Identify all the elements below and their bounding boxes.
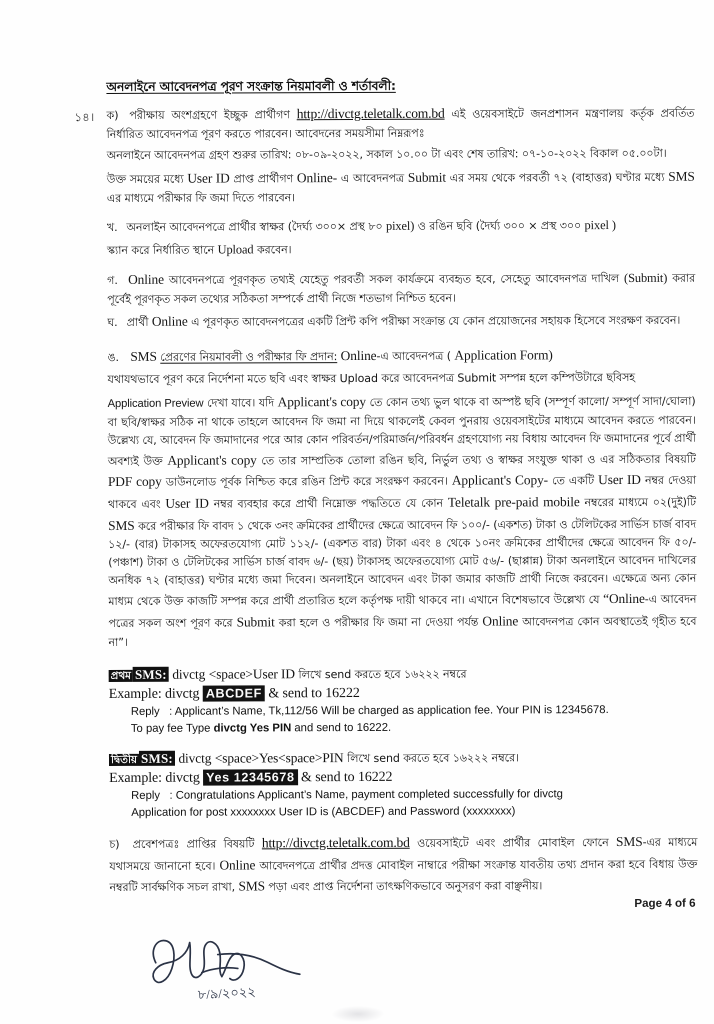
sms-first-example-highlight: ABCDEF	[203, 685, 265, 701]
paragraph-cha	[109, 830, 697, 898]
uo-body-6b: -এ আবেদন পত্রের সকল অংশ পূরণ করে	[108, 592, 697, 630]
sms-second-order-label: দ্বিতীয়	[110, 753, 138, 766]
uo-body-4d: নম্বর দেওয়া থাকবে এবং	[107, 473, 696, 511]
paragraph-ka-text-1: পরীক্ষায় অংশগ্রহণে ইচ্ছুক প্রার্থীগণ	[129, 108, 290, 122]
sms-second-command: divctg	[178, 750, 212, 766]
sms-first-example	[109, 682, 697, 704]
sms-first-example-tail: & send to 16222	[268, 685, 360, 702]
ga-online: Online	[128, 271, 164, 287]
cha-online: Online	[219, 857, 256, 873]
uo-body-3b: তে তার সাম্প্রতিক তোলা রঙিন ছবি, নির্ভুল তথ্য ও স্বাক্ষর সংযুক্ত থাকা ও এর সঠিকতার বিষয়টি	[261, 452, 696, 467]
uo-sms: SMS	[130, 348, 157, 365]
uo-online: Online	[340, 348, 377, 364]
sms-first-pay-post: and send to 16222.	[291, 722, 392, 735]
paragraph-ka-submit	[107, 166, 695, 208]
ga-text-1: আবেদনপত্রে পূরণকৃত তথ্যই যেহেতু পরবর্তী সকল কার্যক্রমে ব্যবহৃত হবে, সেহেতু আবেদনপত্র দাখিল	[168, 271, 620, 287]
paragraph-ka	[106, 102, 694, 144]
ka-user-id-1: User ID	[187, 170, 230, 186]
page-title: অনলাইনে আবেদনপত্র পূরণ সংক্রান্ত নিয়মাবলী ও শর্তাবলী:	[106, 77, 396, 94]
uo-body-4f: নম্বর ব্যবহার করে প্রার্থী নিম্নোক্ত পদ্ধতিতে যে কোন	[213, 496, 444, 511]
uo-applicants-copy-3: Applicant's Copy-	[451, 472, 549, 488]
cha-text-5: পড়া এবং প্রাপ্ত নির্দেশনা তাৎক্ষণিকভাবে অনুসরণ করা বাঞ্ছনীয়।	[268, 879, 543, 894]
sms-second-reply-label: Reply	[131, 790, 161, 803]
sms-first-label: SMS:	[134, 666, 167, 682]
kha-pixel-2: pixel )	[584, 217, 616, 232]
paragraph-label-ga: গ.	[107, 273, 118, 287]
kha-text-2: ও রঙিন ছবি (দৈর্ঘ্য ৩০০ × প্রস্থ ৩০০	[417, 218, 582, 233]
paragraph-label-ka: ক)	[106, 108, 119, 122]
sms-second-example-highlight: Yes 12345678	[203, 769, 298, 785]
ga-submit: (Submit)	[623, 270, 668, 285]
sms-second-example-label: Example:	[109, 770, 162, 786]
uo-body-2d: তে কোন তথ্য ভুল থাকে বা অস্পষ্ট ছবি (সম্পূর্ণ কালো/ সম্পূর্ণ সাদা/ঘোলা) বা ছবি/স্বাক্ষর সঠিক না থাকে তাহলে আবেদন ফি জমা না দিয়ে থাকলেই কেবল পুনরায় ওয়েবসাইটের মাধ্যমে আবেদন করতে পারবেন। উল্লেখ্য যে, আবেদন ফি জমাদানের পরে আর কোন পরিবর্তন/পরিমার্জন/পরিবর্ধন গ্রহণযোগ্য নয় বিধায় আবেদন ফি জমাদানের পূর্বে প্রার্থী অবশ্যই উক্ত	[107, 394, 696, 468]
uo-body-3d: ডাউনলোড পূর্বক নিশ্চিত করে রঙিন প্রিন্ট করে সংরক্ষণ করবেন।	[165, 474, 448, 489]
ka-text-4a: উক্ত সময়ের মধ্যে	[106, 172, 184, 186]
ka-text-4i: এর মাধ্যমে পরীক্ষার ফি জমা দিতে পারবেন।	[106, 190, 296, 205]
paragraph-label-kha: খ.	[106, 220, 118, 234]
paragraph-ga	[107, 267, 695, 309]
sms-first-reply-line-1	[109, 702, 697, 721]
sms-first-tail: লিখে send করতে হবে ১৬২২২ নম্বরে	[298, 667, 467, 681]
uo-submit-2: Submit	[236, 614, 275, 630]
uo-body-6d: করা হলে ও পরীক্ষার ফি জমা না দেওয়া পর্যন্ত	[278, 615, 479, 630]
sms-first-reply-text: : Applicant’s Name, Tk,112/56 Will be charged as application fee. Your PIN is 12345678.	[169, 704, 609, 719]
sms-second-label: SMS:	[141, 750, 173, 766]
sms-first-pay-bold: divctg Yes PIN	[213, 722, 292, 736]
section-heading-sms	[107, 344, 695, 368]
uo-body-2b: দেখা যাবে। যদি	[207, 396, 275, 410]
gha-text-2: এ পূরণকৃত আবেদনপত্রের একটি প্রিন্ট কপি পরীক্ষা সংক্রান্ত যে কোন প্রয়োজনের সহায়ক হিসেবে সংরক্ষণ করবেন।	[191, 314, 681, 330]
sms-first-space-tokens: <space>User ID	[208, 665, 295, 682]
ka-text-4e: এ আবেদনপত্র	[340, 171, 405, 186]
uo-body-6f: আবেদনপত্র কোন অবস্থাতেই গৃহীত হবে না”।	[108, 614, 697, 649]
uo-pdf-copy: PDF copy	[107, 473, 162, 490]
kha-upload: Upload	[217, 242, 254, 257]
ka-submit: Submit	[407, 169, 446, 185]
signature-date: ৮/৯/২০২২	[197, 983, 257, 1003]
sms-first-instruction	[109, 662, 697, 684]
margin-page-number: ১৪।	[74, 112, 95, 125]
uo-heading-rest: প্রেরণের নিয়মাবলী ও পরীক্ষার ফি প্রদান:	[160, 350, 338, 364]
gha-online: Online	[151, 314, 188, 330]
sms-second-app-post: Application for post xxxxxxxx User ID is (ABCDEF) and Password (xxxxxxxx)	[131, 805, 516, 820]
sms-first-example-label: Example:	[108, 686, 162, 702]
sms-first-pay-pre: To pay fee Type	[130, 723, 214, 736]
uo-online-3: Online	[482, 613, 519, 629]
uo-body-5c: করে পরীক্ষার ফি বাবদ ১ থেকে ৩নং ক্রমিকের প্রার্থীদের ক্ষেত্রে আবেদন ফি ১০০/- (একশত) টাকা ও টেলিটকের সার্ভিস চার্জ বাবদ ১২/- (বার) টাকাসহ অফেরতযোগ্য মোট ১১২/- (একশত বার) টাকা এবং ৪ থেকে ১০নং ক্রমিকের প্রার্থীদের ক্ষেত্রে আবেদন ফি ৫০/-(পঞ্চাশ) টাকা ও টেলিটকের সার্ভিস চার্জ বাবদ ৬/- (ছয়) টাকাসহ অফেরতযোগ্য মোট ৫৬/- (ছাপ্পান্ন) টাকা অনলাইনে আবেদন দাখিলের অনধিক ৭২ (বাহাত্তর) ঘণ্টার মধ্যে জমা দিবেন। অনলাইনে আবেদন এবং টাকা জমার কাজটি প্রার্থী নিজে করবেন। এক্ষেত্রে অন্য কোন মাধ্যম থেকে উক্ত কাজটি সম্পন্ন করে প্রার্থী প্রতারিত হলে কর্তৃপক্ষ দায়ী থাকবে না। এখানে বিশেষভাবে উল্লেখ্য যে	[108, 517, 697, 609]
sms-first-example-cmd: divctg	[164, 686, 200, 702]
ka-text-4g: এর সময় থেকে পরবর্তী ৭২ (বাহাত্তর) ঘণ্টার মধ্যে	[449, 170, 665, 185]
cha-text-2: ওয়েবসাইটে এবং প্রার্থীর মোবাইল ফোনে	[417, 835, 609, 850]
sms-second-tail: লিখে send করতে হবে ১৬২২২ নম্বরে।	[347, 751, 519, 765]
text-column	[106, 77, 697, 901]
paragraph-ka-text-2: এই ওয়েবসাইটে জনপ্রশাসন মন্ত্রণালয় কর্তৃক প্রবর্তিত নির্ধারিত আবেদনপত্র পূরণ করতে পারবেন। আবেদনের সময়সীমা নিম্নরূপঃ	[106, 106, 695, 141]
sms-second-example-cmd: divctg	[165, 770, 200, 786]
paragraph-uo-body-2	[108, 390, 697, 652]
website-url-link[interactable]: http://divctg.teletalk.com.bd	[296, 105, 445, 122]
uo-online-quote: “Online	[603, 591, 645, 607]
uo-application-form: Application Form)	[454, 347, 553, 363]
sms-second-example	[109, 766, 697, 788]
kha-text-3: স্ক্যান করে নির্ধারিত স্থানে	[107, 243, 215, 257]
sms-second-space-tokens: <space>Yes<space>PIN	[214, 749, 344, 766]
cha-sms-2: SMS	[238, 878, 266, 894]
paragraph-ka-dates: অনলাইনে আবেদনপত্র গ্রহণ শুরুর তারিখ: ০৮-০৯-২০২২, সকাল ১০.০০ টা এবং শেষ তারিখ: ০৭-১০-২০২২ বিকাল ০৫.০০টা।	[106, 146, 667, 162]
sms-second-reply-text: : Congratulations Applicant’s Name, payment completed successfully for divctg	[169, 788, 563, 803]
sms-second-instruction	[109, 746, 697, 768]
uo-sms-2: SMS	[108, 517, 135, 533]
cha-sms-1: SMS	[616, 833, 643, 849]
sms-first-order-label: প্রথম	[110, 669, 131, 682]
kha-text-1: অনলাইন আবেদনপত্রে প্রার্থীর স্বাক্ষর (দৈর্ঘ্য ৩০০× প্রস্থ ৮০	[126, 219, 383, 234]
paragraph-label-uo: ঙ.	[107, 351, 119, 365]
uo-user-id-1: User ID	[598, 472, 641, 488]
paragraph-label-cha: চ)	[109, 837, 120, 851]
gha-text-1: প্রার্থী	[126, 316, 149, 330]
sms-first-command: divctg	[172, 666, 206, 682]
sms-first-reply-label: Reply	[130, 706, 160, 719]
scan-smudge	[332, 1006, 384, 1022]
paragraph-uo-body-1: যথাযথভাবে পূরণ করে নির্দেশনা মতে ছবি এবং স্বাক্ষর Upload করে আবেদনপত্র Submit সম্পন্ন হলে কম্পিউটারে ছবিসহ	[107, 370, 636, 386]
cha-text-3: -এর মাধ্যমে যথাসময়ে জানানো হবে।	[109, 835, 698, 873]
uo-body-4b: তে একটি	[552, 474, 595, 488]
ka-sms: SMS	[668, 168, 695, 184]
uo-body-5a: নম্বরের মাধ্যমে ০২(দুই)টি	[584, 495, 696, 510]
ga-text-2: করার পূর্বেই পূরণকৃত সকল তথ্যের সঠিকতা সম্পর্কে প্রার্থী নিজে শতভাগ নিশ্চিত হবেন।	[107, 271, 696, 306]
uo-text-1: -এ আবেদনপত্র (	[376, 349, 451, 364]
paragraph-label-gha: ঘ.	[107, 316, 118, 330]
uo-teletalk-prepaid: Teletalk pre-paid mobile	[447, 494, 580, 510]
uo-user-id-2: User ID	[165, 495, 209, 511]
cha-text-1: প্রবেশপত্রঃ প্রাপ্তির বিষয়টি	[132, 837, 255, 851]
sms-second-example-tail: & send to 16222	[300, 769, 393, 785]
website-url-link-2[interactable]: http://divctg.teletalk.com.bd	[261, 834, 410, 851]
sms-block-first	[109, 662, 697, 738]
cha-text-4: আবেদনপত্রে প্রার্থীর প্রদত্ত মোবাইল নাম্বারে পরীক্ষা সংক্রান্ত যাবতীয় তথ্য প্রদান করা হবে বিধায় উক্ত নম্বরটি সার্বক্ষণিক সচল রাখা,	[109, 857, 698, 895]
paragraph-kha	[107, 214, 695, 236]
page-footer-label: Page 4 of 6	[634, 896, 696, 910]
uo-application-preview: Application Preview	[107, 397, 204, 410]
uo-applicants-copy-1: Applicant's copy	[277, 393, 367, 410]
ka-text-4c: প্রাপ্ত প্রার্থীগণ	[233, 172, 294, 186]
uo-applicants-copy-2: Applicant's copy	[167, 451, 257, 468]
paragraph-kha-upload	[107, 237, 695, 259]
sms-block-second	[109, 746, 697, 822]
kha-text-4: করবেন।	[256, 242, 292, 257]
kha-pixel-1: pixel)	[385, 218, 415, 233]
paragraph-gha	[107, 309, 695, 333]
ka-online: Online-	[296, 170, 338, 186]
